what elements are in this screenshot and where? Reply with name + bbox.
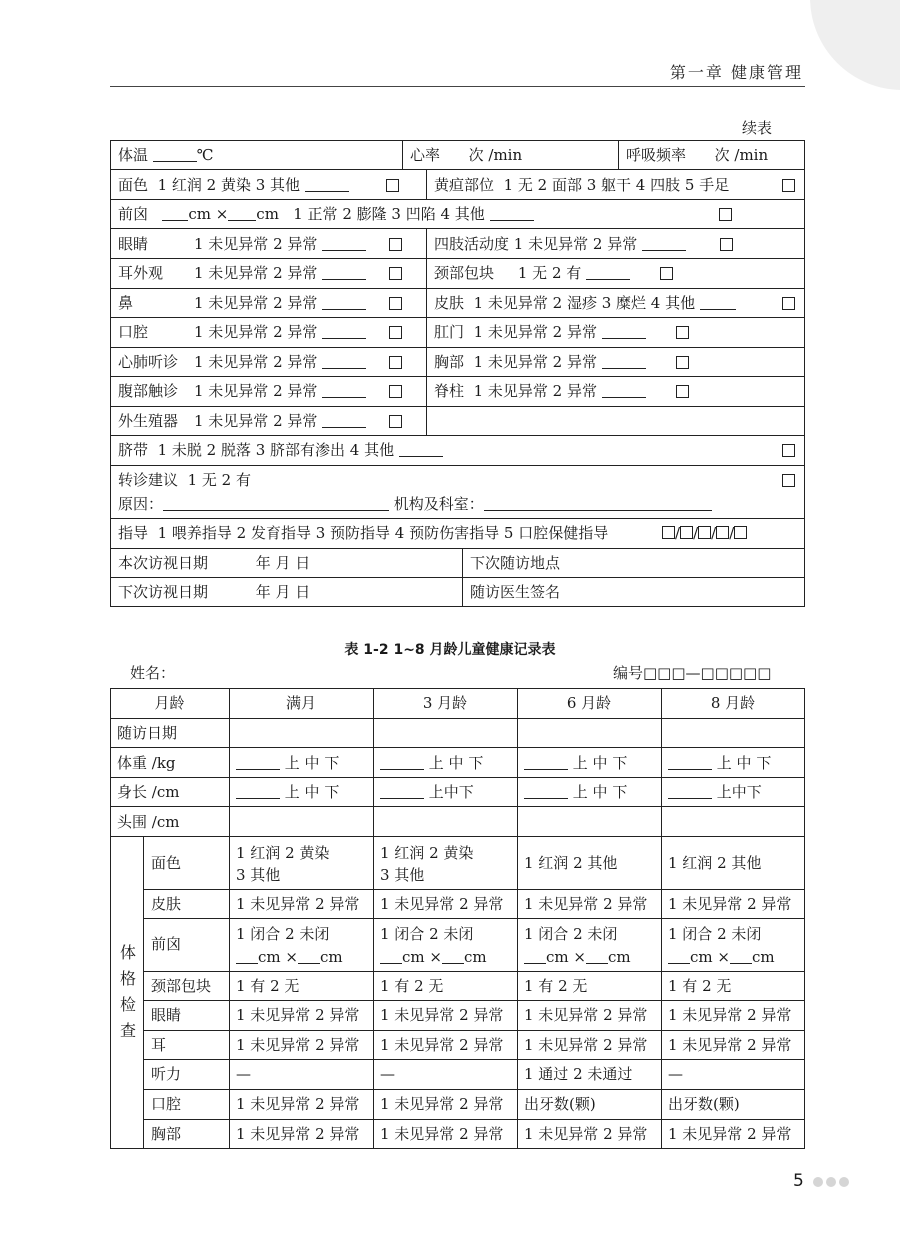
fontanelle-row: 前囟 cm × cm 1 正常 2 膨隆 3 凹陷 4 其他	[118, 204, 534, 224]
referral-row: 转诊建议 1 无 2 有	[118, 471, 251, 489]
col-header-month1: 满月	[285, 694, 316, 712]
fontanelle-checkbox[interactable]	[719, 208, 732, 221]
limbs-row: 四肢活动度 1 未见异常 2 异常	[434, 234, 686, 254]
col-header-age: 月龄	[154, 694, 185, 712]
col-header-month6: 6 月龄	[566, 694, 612, 712]
skin-checkbox[interactable]	[782, 297, 795, 310]
height-cell-1: 上 中 下	[236, 782, 339, 802]
page-dot-2	[826, 1177, 836, 1187]
exam-ears-label: 耳	[151, 1036, 167, 1054]
anus-row: 肛门 1 未见异常 2 异常	[434, 322, 646, 342]
genitals-checkbox[interactable]	[389, 415, 402, 428]
eyes-cell-3: 1 未见异常 2 异常	[380, 1006, 504, 1024]
neck-cell-8: 1 有 2 无	[668, 977, 732, 995]
referral-reason: 原因： 机构及科室：	[118, 494, 712, 514]
visit-date-label: 本次访视日期 年 月 日	[118, 554, 311, 572]
ears-cell-3: 1 未见异常 2 异常	[380, 1036, 504, 1054]
abdomen-checkbox[interactable]	[389, 385, 402, 398]
hearing-cell-8: —	[668, 1065, 683, 1083]
skin-cell-8: 1 未见异常 2 异常	[668, 895, 792, 913]
mouth-options: 1 未见异常 2 异常	[194, 322, 366, 342]
guidance-checkbox-2[interactable]	[680, 526, 693, 539]
jaundice-checkbox[interactable]	[782, 179, 795, 192]
weight-cell-1: 上 中 下	[236, 753, 339, 773]
fontanelle-cell-1: 1 闭合 2 未闭 cm × cm	[236, 925, 343, 966]
chest-cell-3: 1 未见异常 2 异常	[380, 1125, 504, 1143]
ear-options: 1 未见异常 2 异常	[194, 263, 366, 283]
neck-cell-3: 1 有 2 无	[380, 977, 444, 995]
ear-checkbox[interactable]	[389, 267, 402, 280]
limbs-checkbox[interactable]	[720, 238, 733, 251]
heart-rate-label: 心率 次 /min	[410, 146, 523, 164]
hearing-cell-3: —	[380, 1065, 395, 1083]
temp-field[interactable]	[153, 147, 197, 162]
exam-face-label: 面色	[151, 854, 182, 872]
height-cell-6: 上 中 下	[524, 782, 627, 802]
mouth-cell-6: 出牙数(颗)	[524, 1095, 596, 1113]
face-cell-8: 1 红润 2 其他	[668, 854, 762, 872]
decorative-circle	[810, 0, 900, 90]
heart-lung-label: 心肺听诊	[118, 353, 179, 371]
nose-label: 鼻	[118, 294, 134, 312]
umbilical-row: 脐带 1 未脱 2 脱落 3 脐部有渗出 4 其他	[118, 440, 443, 460]
abdomen-options: 1 未见异常 2 异常	[194, 381, 366, 401]
continued-label: 续表	[742, 119, 773, 137]
exam-mouth-label: 口腔	[151, 1095, 182, 1113]
ear-label: 耳外观	[118, 264, 164, 282]
resp-rate-label: 呼吸频率 次 /min	[626, 146, 769, 164]
fontanelle-cell-3: 1 闭合 2 未闭 cm × cm	[380, 925, 487, 966]
exam-fontanelle-label: 前囟	[151, 935, 182, 953]
hearing-cell-1: —	[236, 1065, 251, 1083]
hearing-cell-6: 1 通过 2 未通过	[524, 1065, 633, 1083]
anus-checkbox[interactable]	[676, 326, 689, 339]
guidance-checkbox-3[interactable]	[698, 526, 711, 539]
name-label: 姓名：	[130, 664, 176, 682]
heart-lung-options: 1 未见异常 2 异常	[194, 352, 366, 372]
spine-row: 脊柱 1 未见异常 2 异常	[434, 381, 646, 401]
next-visit-date-label: 下次访视日期 年 月 日	[118, 583, 311, 601]
skin-cell-3: 1 未见异常 2 异常	[380, 895, 504, 913]
referral-checkbox[interactable]	[782, 474, 795, 487]
neck-mass-checkbox[interactable]	[660, 267, 673, 280]
doctor-sign-label: 随访医生签名	[470, 583, 561, 601]
reason-field[interactable]	[163, 496, 389, 511]
ears-cell-6: 1 未见异常 2 异常	[524, 1036, 648, 1054]
exam-neck-label: 颈部包块	[151, 977, 212, 995]
spine-checkbox[interactable]	[676, 385, 689, 398]
page-number: 5	[793, 1171, 804, 1191]
height-cell-3: 上中下	[380, 782, 474, 802]
weight-cell-6: 上 中 下	[524, 753, 627, 773]
eyes-label: 眼睛	[118, 235, 149, 253]
height-cell-8: 上中下	[668, 782, 762, 802]
jaundice-row: 黄疸部位 1 无 2 面部 3 躯干 4 四肢 5 手足	[434, 176, 730, 194]
page-dot-1	[813, 1177, 823, 1187]
skin-row: 皮肤 1 未见异常 2 湿疹 3 糜烂 4 其他	[434, 293, 736, 313]
guidance-row: 指导 1 喂养指导 2 发育指导 3 预防指导 4 预防伤害指导 5 口腔保健指导	[118, 524, 609, 542]
eyes-options: 1 未见异常 2 异常	[194, 234, 366, 254]
face-color-checkbox[interactable]	[386, 179, 399, 192]
exam-eyes-label: 眼睛	[151, 1006, 182, 1024]
skin-cell-6: 1 未见异常 2 异常	[524, 895, 648, 913]
heart-lung-checkbox[interactable]	[389, 356, 402, 369]
row-label-weight: 体重 /kg	[117, 754, 176, 772]
col-header-month8: 8 月龄	[710, 694, 756, 712]
chest-cell-6: 1 未见异常 2 异常	[524, 1125, 648, 1143]
chest-checkbox[interactable]	[676, 356, 689, 369]
code-label: 编号□□□—□□□□□	[613, 664, 772, 682]
neck-cell-1: 1 有 2 无	[236, 977, 300, 995]
mouth-cell-8: 出牙数(颗)	[668, 1095, 740, 1113]
face-color-row: 面色 1 红润 2 黄染 3 其他	[118, 175, 349, 195]
row-label-visit-date: 随访日期	[117, 724, 178, 742]
face-cell-3: 1 红润 2 黄染 3 其他	[380, 844, 474, 884]
table2-title: 表 1-2 1~8 月龄儿童健康记录表	[344, 642, 556, 658]
exam-group-label: 体 格 检 查	[119, 943, 136, 1040]
exam-chest-label: 胸部	[151, 1125, 182, 1143]
guidance-checkbox-5[interactable]	[734, 526, 747, 539]
row-label-height: 身长 /cm	[117, 783, 180, 801]
temp-label: 体温 ℃	[118, 146, 214, 164]
genitals-options: 1 未见异常 2 异常	[194, 411, 366, 431]
eyes-cell-8: 1 未见异常 2 异常	[668, 1006, 792, 1024]
chest-row: 胸部 1 未见异常 2 异常	[434, 352, 646, 372]
row-label-head: 头围 /cm	[117, 813, 180, 831]
chest-cell-8: 1 未见异常 2 异常	[668, 1125, 792, 1143]
abdomen-label: 腹部触诊	[118, 382, 179, 400]
page-dot-3	[839, 1177, 849, 1187]
weight-cell-8: 上 中 下	[668, 753, 771, 773]
ears-cell-8: 1 未见异常 2 异常	[668, 1036, 792, 1054]
next-place-label: 下次随访地点	[470, 554, 561, 572]
neck-mass-row: 颈部包块 1 无 2 有	[434, 263, 630, 283]
exam-skin-label: 皮肤	[151, 895, 182, 913]
mouth-cell-1: 1 未见异常 2 异常	[236, 1095, 360, 1113]
nose-options: 1 未见异常 2 异常	[194, 293, 366, 313]
neck-cell-6: 1 有 2 无	[524, 977, 588, 995]
genitals-label: 外生殖器	[118, 412, 179, 430]
guidance-checkbox-4[interactable]	[716, 526, 729, 539]
page-header	[110, 60, 805, 87]
mouth-label: 口腔	[118, 323, 149, 341]
mouth-cell-3: 1 未见异常 2 异常	[380, 1095, 504, 1113]
chapter-title: 第一章 健康管理	[669, 63, 803, 82]
chest-cell-1: 1 未见异常 2 异常	[236, 1125, 360, 1143]
face-cell-6: 1 红润 2 其他	[524, 854, 618, 872]
eyes-cell-6: 1 未见异常 2 异常	[524, 1006, 648, 1024]
umbilical-checkbox[interactable]	[782, 444, 795, 457]
face-cell-1: 1 红润 2 黄染 3 其他	[236, 844, 330, 884]
weight-cell-3: 上 中 下	[380, 753, 483, 773]
nose-checkbox[interactable]	[389, 297, 402, 310]
ears-cell-1: 1 未见异常 2 异常	[236, 1036, 360, 1054]
guidance-checkboxes: / / / /	[662, 523, 747, 543]
fontanelle-cell-6: 1 闭合 2 未闭 cm × cm	[524, 925, 631, 966]
col-header-month3: 3 月龄	[422, 694, 468, 712]
eyes-cell-1: 1 未见异常 2 异常	[236, 1006, 360, 1024]
guidance-checkbox-1[interactable]	[662, 526, 675, 539]
institution-field[interactable]	[484, 496, 712, 511]
exam-hearing-label: 听力	[151, 1065, 182, 1083]
skin-cell-1: 1 未见异常 2 异常	[236, 895, 360, 913]
fontanelle-cell-8: 1 闭合 2 未闭 cm × cm	[668, 925, 775, 966]
eyes-checkbox[interactable]	[389, 238, 402, 251]
mouth-checkbox[interactable]	[389, 326, 402, 339]
